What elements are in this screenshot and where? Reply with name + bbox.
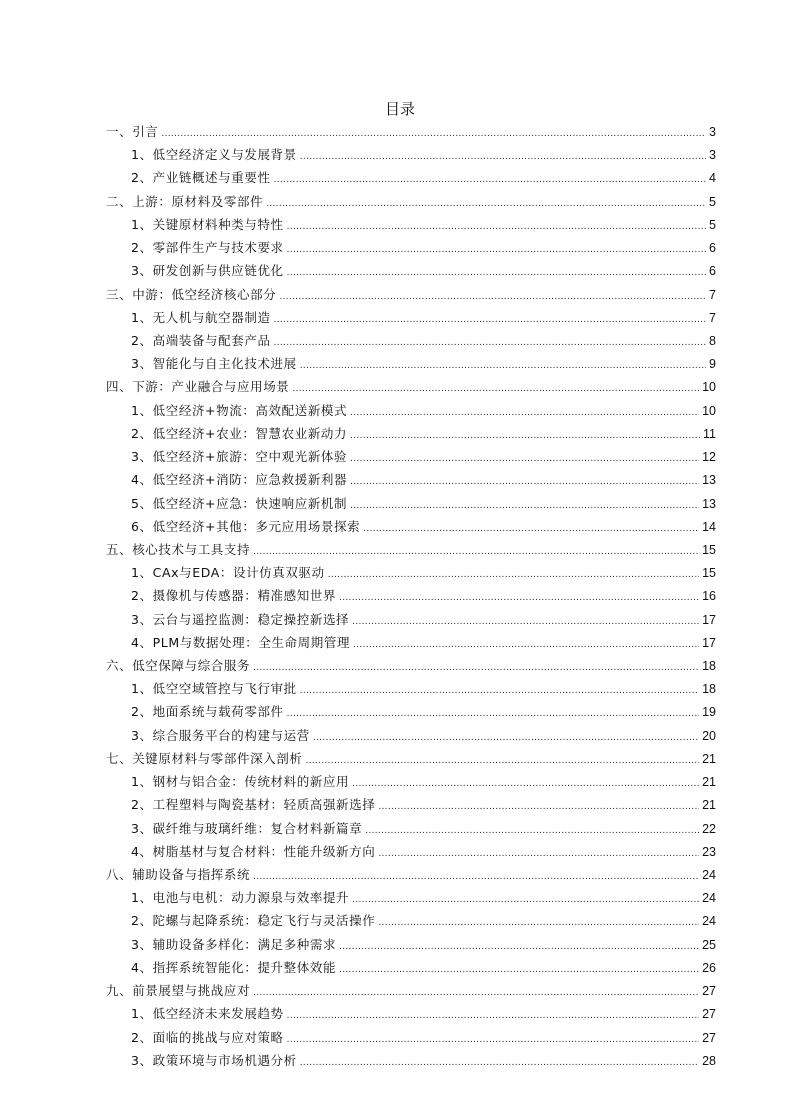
toc-chapter-entry[interactable] — [106, 283, 716, 306]
toc-section-entry[interactable] — [106, 677, 716, 700]
toc-dot-leader — [287, 239, 706, 262]
toc-dot-leader — [352, 889, 699, 912]
toc-page-number: 18 — [702, 682, 716, 697]
toc-section-entry[interactable] — [106, 793, 716, 816]
toc-page-number: 27 — [702, 984, 716, 999]
toc-dot-leader — [339, 587, 699, 610]
toc-page-number: 22 — [702, 821, 716, 836]
toc-entry-label: 2、面临的挑战与应对策略 — [131, 1029, 284, 1045]
toc-page-number: 9 — [709, 357, 716, 372]
toc-entry-label: 1、低空空域管控与飞行审批 — [131, 681, 297, 697]
toc-section-entry[interactable] — [106, 352, 716, 375]
toc-dot-leader — [279, 286, 706, 309]
toc-entry-label: 二、上游：原材料及零部件 — [106, 193, 264, 209]
toc-section-entry[interactable] — [106, 909, 716, 932]
toc-section-entry[interactable] — [106, 631, 716, 654]
toc-entry-label: 6、低空经济+其他：多元应用场景探索 — [131, 518, 361, 534]
toc-dot-leader — [274, 309, 706, 332]
toc-entry-label: 三、中游：低空经济核心部分 — [106, 286, 277, 302]
toc-chapter-entry[interactable] — [106, 654, 716, 677]
toc-section-entry[interactable] — [106, 956, 716, 979]
toc-page-number: 28 — [702, 1053, 716, 1068]
toc-entry-label: 八、辅助设备与指挥系统 — [106, 867, 251, 882]
toc-entry-label: 1、无人机与航空器制造 — [131, 309, 271, 325]
toc-chapter-entry[interactable] — [106, 375, 716, 398]
toc-dot-leader — [300, 1052, 699, 1075]
toc-page-number: 11 — [703, 426, 716, 441]
toc-page-number: 27 — [702, 1007, 716, 1022]
toc-dot-leader — [378, 912, 699, 935]
toc-dot-leader — [287, 216, 706, 239]
toc-page-number: 10 — [702, 403, 716, 418]
table-of-contents — [106, 120, 716, 1072]
toc-section-entry[interactable] — [106, 1002, 716, 1025]
toc-dot-leader — [378, 843, 699, 866]
toc-page-number: 3 — [709, 125, 716, 139]
toc-entry-label: 3、研发创新与供应链优化 — [131, 263, 284, 279]
toc-entry-label: 1、CAx与EDA：设计仿真双驱动 — [131, 565, 325, 581]
toc-entry-label: 九、前景展望与挑战应对 — [106, 983, 251, 999]
toc-dot-leader — [300, 146, 706, 169]
toc-section-entry[interactable] — [106, 817, 716, 840]
toc-chapter-entry[interactable] — [106, 538, 716, 561]
toc-entry-label: 4、指挥系统智能化：提升整体效能 — [131, 959, 337, 975]
toc-section-entry[interactable] — [106, 213, 716, 236]
toc-dot-leader — [350, 448, 699, 471]
toc-page-number: 6 — [709, 241, 716, 256]
toc-entry-label: 3、云台与遥控监测：稳定操控新选择 — [131, 611, 350, 627]
toc-entry-label: 1、关键原材料种类与特性 — [131, 216, 284, 232]
toc-page-number: 4 — [709, 171, 716, 186]
toc-entry-label: 3、智能化与自主化技术进展 — [131, 356, 297, 372]
toc-dot-leader — [287, 262, 706, 285]
toc-page-number: 24 — [702, 891, 716, 906]
toc-section-entry[interactable] — [106, 561, 716, 584]
toc-dot-leader — [353, 634, 699, 657]
toc-entry-label: 四、下游：产业融合与应用场景 — [106, 379, 290, 395]
toc-section-entry[interactable] — [106, 492, 716, 515]
toc-entry-label: 七、关键原材料与零部件深入剖析 — [106, 750, 303, 766]
toc-dot-leader — [350, 425, 700, 448]
toc-section-entry[interactable] — [106, 608, 716, 631]
toc-page-number: 15 — [702, 566, 716, 581]
toc-dot-leader — [266, 193, 706, 216]
toc-entry-label: 2、地面系统与载荷零部件 — [131, 704, 284, 720]
toc-page-number: 8 — [709, 333, 716, 348]
toc-page-number: 21 — [702, 798, 716, 813]
toc-section-entry[interactable] — [106, 584, 716, 607]
toc-title: 目录 — [384, 100, 415, 118]
toc-entry-label: 2、产业链概述与重要性 — [131, 170, 271, 186]
toc-entry-label: 3、低空经济+旅游：空中观光新体验 — [131, 449, 348, 465]
toc-entry-label: 4、PLM与数据处理：全生命周期管理 — [131, 634, 351, 650]
toc-entry-label: 3、碳纤维与玻璃纤维：复合材料新篇章 — [131, 820, 363, 836]
toc-section-entry[interactable] — [106, 1026, 716, 1049]
toc-page-number: 21 — [702, 775, 716, 790]
toc-page-number: 21 — [702, 751, 716, 766]
toc-section-entry[interactable] — [106, 515, 716, 538]
toc-page-number: 3 — [709, 148, 716, 163]
toc-page-number: 26 — [702, 960, 716, 975]
toc-section-entry[interactable] — [106, 143, 716, 166]
toc-section-entry[interactable] — [106, 1049, 716, 1072]
toc-section-entry[interactable] — [106, 259, 716, 282]
toc-dot-leader — [339, 936, 699, 959]
toc-dot-leader — [350, 495, 699, 518]
toc-page-number: 12 — [702, 450, 716, 465]
toc-entry-label: 3、政策环境与市场机遇分析 — [131, 1052, 297, 1068]
toc-section-entry[interactable] — [106, 886, 716, 909]
toc-section-entry[interactable] — [106, 770, 716, 793]
toc-chapter-entry[interactable] — [106, 979, 716, 1002]
toc-section-entry[interactable] — [106, 468, 716, 491]
toc-dot-leader — [352, 773, 699, 796]
toc-dot-leader — [350, 402, 699, 425]
toc-page-number: 6 — [709, 264, 716, 279]
toc-entry-label: 5、低空经济+应急：快速响应新机制 — [131, 495, 348, 511]
toc-section-entry[interactable] — [106, 166, 716, 189]
toc-entry-label: 2、陀螺与起降系统：稳定飞行与灵活操作 — [131, 913, 376, 929]
toc-entry-label: 2、低空经济+农业：智慧农业新动力 — [131, 425, 348, 441]
toc-dot-leader — [274, 169, 706, 192]
toc-section-entry[interactable] — [106, 236, 716, 259]
toc-entry-label: 1、低空经济未来发展趋势 — [131, 1006, 284, 1022]
toc-entry-label: 1、电池与电机：动力源泉与效率提升 — [131, 890, 350, 906]
toc-dot-leader — [300, 680, 699, 703]
toc-section-entry[interactable] — [106, 700, 716, 723]
toc-section-entry[interactable] — [106, 306, 716, 329]
toc-entry-label: 3、综合服务平台的构建与运营 — [131, 727, 310, 743]
toc-chapter-entry[interactable] — [106, 863, 716, 886]
toc-dot-leader — [287, 1005, 699, 1028]
toc-dot-leader — [378, 796, 699, 819]
toc-page-number: 23 — [702, 844, 716, 859]
toc-entry-label: 1、低空经济+物流：高效配送新模式 — [131, 402, 348, 418]
toc-entry-label: 1、低空经济定义与发展背景 — [131, 147, 297, 163]
toc-page-number: 13 — [702, 473, 716, 488]
toc-section-entry[interactable] — [106, 399, 716, 422]
toc-dot-leader — [328, 564, 699, 587]
toc-page-number: 13 — [702, 496, 716, 511]
toc-chapter-entry[interactable] — [106, 120, 716, 143]
toc-page-number: 7 — [709, 310, 716, 325]
toc-entry-label: 一、引言 — [106, 124, 159, 139]
toc-page-number: 18 — [702, 659, 716, 674]
toc-page-number: 25 — [702, 937, 716, 952]
toc-section-entry[interactable] — [106, 840, 716, 863]
toc-entry-label: 4、低空经济+消防：应急救援新利器 — [131, 472, 348, 488]
toc-dot-leader — [253, 982, 699, 1005]
toc-dot-leader — [350, 471, 699, 494]
toc-section-entry[interactable] — [106, 422, 716, 445]
toc-dot-leader — [253, 657, 699, 680]
toc-dot-leader — [274, 332, 706, 355]
toc-dot-leader — [352, 611, 699, 634]
toc-page-number: 16 — [702, 589, 716, 604]
toc-entry-label: 1、钢材与铝合金：传统材料的新应用 — [131, 774, 350, 790]
toc-entry-label: 五、核心技术与工具支持 — [106, 541, 251, 557]
toc-dot-leader — [287, 703, 699, 726]
toc-page-number: 5 — [709, 217, 716, 232]
toc-chapter-entry[interactable] — [106, 190, 716, 213]
toc-entry-label: 2、零部件生产与技术要求 — [131, 240, 284, 256]
toc-entry-label: 2、高端装备与配套产品 — [131, 332, 271, 348]
toc-section-entry[interactable] — [106, 933, 716, 956]
toc-section-entry[interactable] — [106, 724, 716, 747]
toc-entry-label: 2、工程塑料与陶瓷基材：轻质高强新选择 — [131, 797, 376, 813]
toc-page-number: 5 — [709, 194, 716, 209]
toc-page-number: 19 — [702, 705, 716, 720]
toc-page-number: 7 — [709, 287, 716, 302]
toc-dot-leader — [313, 727, 699, 750]
toc-dot-leader — [365, 820, 699, 843]
toc-entry-label: 六、低空保障与综合服务 — [106, 658, 251, 674]
toc-chapter-entry[interactable] — [106, 747, 716, 770]
toc-section-entry[interactable] — [106, 329, 716, 352]
toc-page-number: 24 — [702, 914, 716, 929]
toc-entry-label: 3、辅助设备多样化：满足多种需求 — [131, 936, 337, 952]
toc-dot-leader — [287, 1029, 699, 1052]
toc-page-number: 17 — [702, 612, 716, 627]
toc-page-number: 10 — [702, 380, 716, 395]
toc-page-number: 17 — [702, 635, 716, 650]
toc-dot-leader — [300, 355, 706, 378]
toc-dot-leader — [363, 518, 699, 541]
toc-section-entry[interactable] — [106, 445, 716, 468]
toc-dot-leader — [292, 378, 699, 401]
toc-page-number: 20 — [702, 728, 716, 743]
toc-dot-leader — [339, 959, 699, 982]
toc-entry-label: 2、摄像机与传感器：精准感知世界 — [131, 588, 337, 604]
toc-dot-leader — [306, 750, 700, 773]
toc-page-number: 27 — [702, 1030, 716, 1045]
toc-page-number: 15 — [702, 542, 716, 557]
toc-page-number: 24 — [702, 868, 716, 882]
toc-page-number: 14 — [702, 519, 716, 534]
toc-entry-label: 4、树脂基材与复合材料：性能升级新方向 — [131, 843, 376, 859]
